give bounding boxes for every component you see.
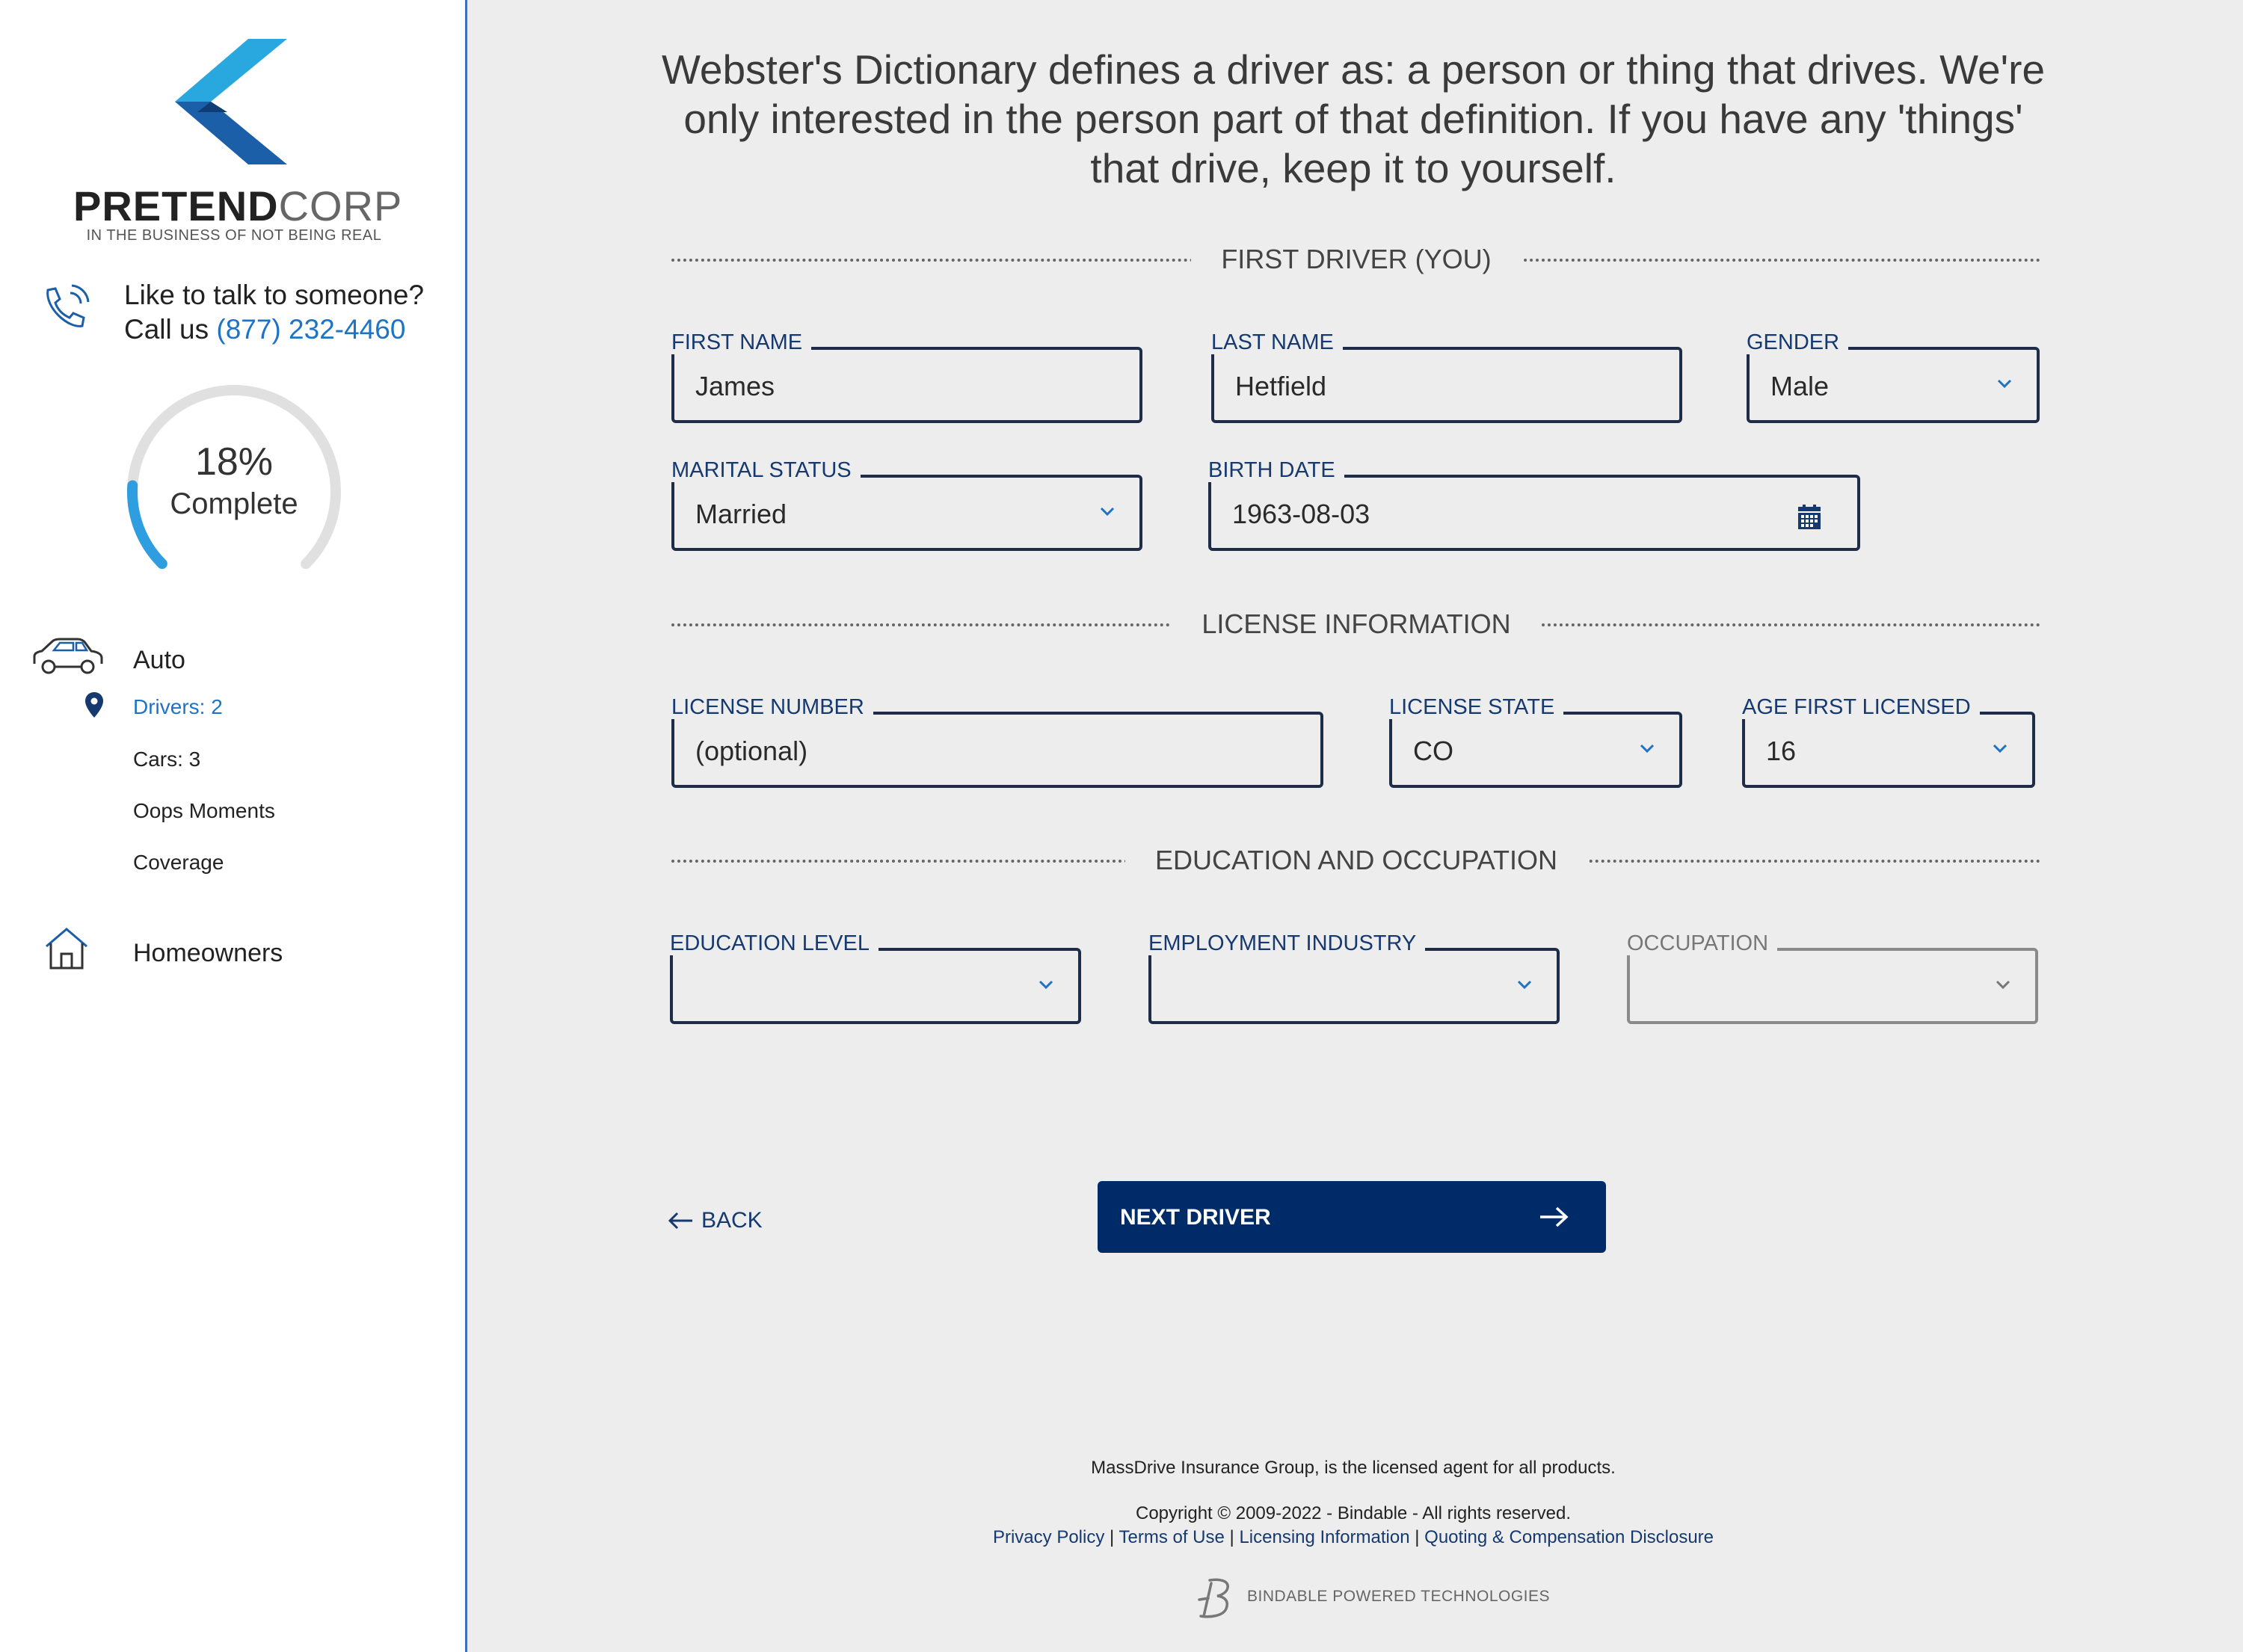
progress-caption: Complete (170, 487, 298, 520)
location-pin-icon (85, 692, 103, 718)
contact-block (124, 278, 424, 347)
first-name-field[interactable] (671, 330, 1142, 423)
chevron-down-icon (1038, 979, 1054, 990)
phone-link[interactable]: (877) 232-4460 (216, 314, 406, 345)
brand-name (73, 182, 403, 230)
employment-industry-label: EMPLOYMENT INDUSTRY (1148, 931, 1425, 955)
call-prefix: Call us (124, 314, 217, 345)
chevron-down-icon (1995, 979, 2011, 990)
section-title (671, 244, 2041, 275)
first-name-value: James (695, 371, 775, 401)
nav-homeowners[interactable]: Homeowners (133, 939, 283, 967)
nav-sub-drivers[interactable]: Drivers: 2 (133, 695, 223, 718)
progress-percent: 18% (194, 440, 274, 484)
license-number-placeholder: (optional) (695, 736, 808, 766)
chevron-down-icon (1099, 506, 1116, 517)
footer-copyright: Copyright © 2009-2022 - Bindable - All rights reserved. (1136, 1503, 1571, 1523)
last-name-field[interactable] (1211, 330, 1682, 423)
section-title-text: EDUCATION AND OCCUPATION (1125, 845, 1587, 875)
home-icon (43, 927, 90, 970)
section-first-driver (671, 244, 2041, 274)
link-separator: | (1110, 1527, 1115, 1547)
section-education (671, 845, 2041, 875)
age-first-licensed-label: AGE FIRST LICENSED (1742, 695, 1980, 719)
powered-by-text: BINDABLE POWERED TECHNOLOGIES (1247, 1588, 1551, 1605)
age-first-licensed-select[interactable] (1742, 695, 2035, 788)
car-icon (30, 634, 105, 679)
chevron-down-icon (1639, 743, 1655, 753)
occupation-select[interactable] (1627, 931, 2038, 1024)
gender-label: GENDER (1747, 330, 1848, 354)
education-level-select[interactable] (670, 931, 1081, 1024)
section-title-text: LICENSE INFORMATION (1172, 608, 1540, 639)
first-name-label: FIRST NAME (671, 330, 811, 354)
sidebar (0, 0, 467, 1652)
privacy-policy-link[interactable]: Privacy Policy (992, 1527, 1105, 1547)
next-driver-button[interactable] (1098, 1181, 1606, 1253)
chevron-down-icon (1516, 979, 1533, 990)
section-title (671, 608, 2041, 640)
nav-sub-coverage[interactable]: Coverage (133, 851, 224, 874)
birth-date-field[interactable] (1208, 458, 1860, 551)
terms-of-use-link[interactable]: Terms of Use (1119, 1527, 1225, 1547)
quoting-disclosure-link[interactable]: Quoting & Compensation Disclosure (1424, 1527, 1714, 1547)
employment-industry-select[interactable] (1148, 931, 1560, 1024)
brand-name-bold: PRETEND (73, 182, 279, 229)
call-line (124, 312, 424, 347)
chevron-down-icon (1996, 378, 2013, 389)
link-separator: | (1415, 1527, 1420, 1547)
back-button[interactable] (668, 1203, 763, 1238)
intro-text: Webster's Dictionary defines a driver as: a person or thing that drives. We're only interested in the person part of that definition. If you have any 'things' that drive, keep it to yourself. (661, 46, 2046, 191)
section-license (671, 608, 2041, 638)
age-first-licensed-value: 16 (1766, 736, 1797, 766)
license-state-select[interactable] (1389, 695, 1682, 788)
next-driver-label: NEXT DRIVER (1120, 1205, 1271, 1230)
gender-select[interactable] (1747, 330, 2040, 423)
birth-date-value: 1963-08-03 (1232, 499, 1370, 529)
arrow-left-icon (668, 1211, 694, 1230)
last-name-label: LAST NAME (1211, 330, 1343, 354)
section-title-text: FIRST DRIVER (YOU) (1191, 244, 1521, 274)
birth-date-label: BIRTH DATE (1208, 458, 1344, 482)
education-level-label: EDUCATION LEVEL (670, 931, 879, 955)
footer-agent-line: MassDrive Insurance Group, is the licensed agent for all products. (1091, 1458, 1616, 1478)
nav-auto[interactable]: Auto (133, 646, 185, 674)
bindable-b-icon (1196, 1577, 1235, 1619)
occupation-label: OCCUPATION (1627, 931, 1777, 955)
brand-tagline: IN THE BUSINESS OF NOT BEING REAL (86, 227, 382, 244)
calendar-icon[interactable] (1797, 505, 1821, 530)
marital-status-select[interactable] (671, 458, 1142, 551)
last-name-value: Hetfield (1235, 371, 1327, 401)
marital-status-value: Married (695, 499, 787, 529)
pretendcorp-logo-icon (175, 37, 295, 166)
arrow-right-icon (1539, 1205, 1569, 1229)
brand-name-light: CORP (278, 182, 403, 229)
license-number-field[interactable] (671, 695, 1323, 788)
link-separator: | (1229, 1527, 1234, 1547)
contact-line: Like to talk to someone? (124, 280, 425, 310)
license-number-label: LICENSE NUMBER (671, 695, 873, 719)
back-label: BACK (701, 1208, 763, 1233)
gender-value: Male (1770, 371, 1830, 401)
license-state-value: CO (1413, 736, 1453, 766)
nav-sub-oops-moments[interactable]: Oops Moments (133, 799, 275, 822)
license-state-label: LICENSE STATE (1389, 695, 1563, 719)
marital-status-label: MARITAL STATUS (671, 458, 861, 482)
section-title (671, 845, 2041, 876)
footer-links (822, 1527, 1884, 1548)
nav-sub-cars[interactable]: Cars: 3 (133, 748, 201, 771)
licensing-information-link[interactable]: Licensing Information (1239, 1527, 1410, 1547)
chevron-down-icon (1992, 743, 2008, 753)
phone-icon (39, 283, 91, 335)
